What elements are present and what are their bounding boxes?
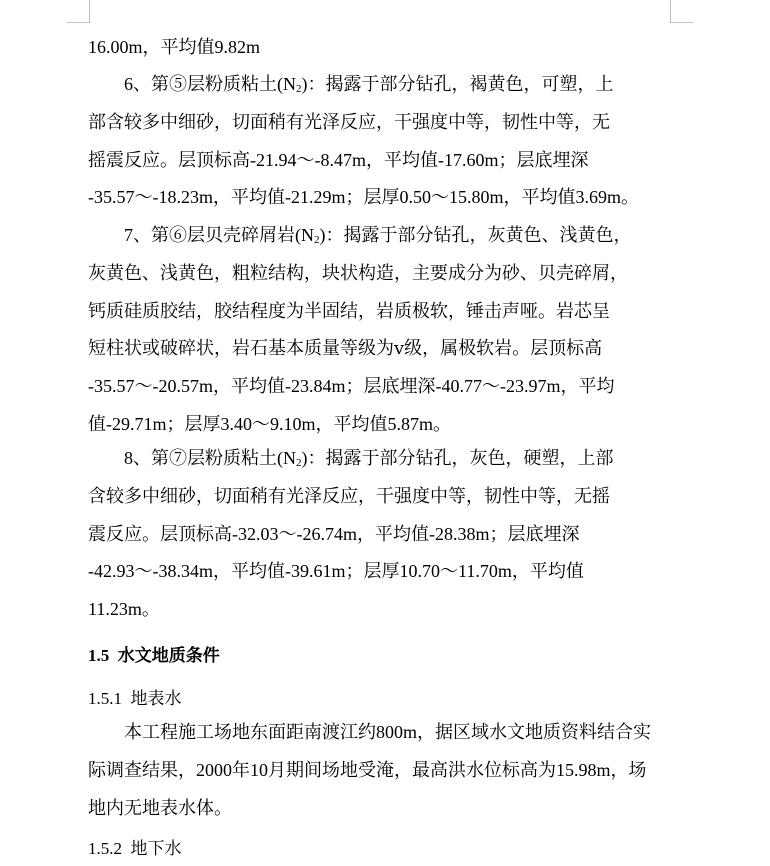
text-line <box>88 440 672 478</box>
section-title: 地表水 <box>130 689 182 708</box>
item-text: )：揭露于部分钻孔，灰黄色、浅黄色， <box>319 225 632 245</box>
paragraph-layer-6 <box>88 66 672 217</box>
section-title: 水文地质条件 <box>117 646 220 665</box>
section-title: 地下水 <box>130 839 182 858</box>
paragraph-surface-water <box>88 714 672 827</box>
text-line <box>88 217 672 255</box>
crop-mark-right <box>670 0 693 23</box>
continuation-paragraph <box>88 29 672 67</box>
text-line <box>88 66 672 104</box>
text-line: 摇震反应。层顶标高-21.94～-8.47m，平均值-17.60m；层底埋深 <box>88 149 589 170</box>
text-line: 际调查结果，2000年10月期间场地受淹，最高洪水位标高为15.98m，场 <box>88 759 647 780</box>
text-line: -35.57～-20.57m，平均值-23.84m；层底埋深-40.77～-23.97m，平均 <box>88 376 615 397</box>
text-line: 灰黄色、浅黄色，粗粒结构，块状构造，主要成分为砂、贝壳碎屑， <box>88 262 628 283</box>
text-line: 震反应。层顶标高-32.03～-26.74m，平均值-28.38m；层底埋深 <box>88 523 580 544</box>
subscript: 2 <box>296 83 302 95</box>
section-heading-1-5-2 <box>88 834 182 859</box>
text-line: 11.23m。 <box>88 599 160 620</box>
subscript: 2 <box>314 234 320 246</box>
text-line: -35.57～-18.23m，平均值-21.29m；层厚0.50～15.80m，平均值3.69m。 <box>88 187 639 208</box>
subscript: 2 <box>296 457 302 469</box>
text-line: 本工程施工场地东面距南渡江约800m，据区域水文地质资料结合实 <box>124 722 651 742</box>
item-prefix: 7、第⑥层贝壳碎屑岩(N <box>124 225 314 245</box>
text-line: 地内无地表水体。 <box>88 797 232 818</box>
text-line: 部含较多中细砂，切面稍有光泽反应，干强度中等，韧性中等，无 <box>88 111 610 132</box>
text-line: -42.93～-38.34m，平均值-39.61m；层厚10.70～11.70m，平均值 <box>88 561 584 582</box>
section-number: 1.5.1 <box>88 689 122 708</box>
item-prefix: 6、第⑤层粉质粘土(N <box>124 74 296 94</box>
paragraph-layer-7 <box>88 217 672 444</box>
item-text: )：揭露于部分钻孔，褐黄色，可塑，上 <box>301 74 614 94</box>
text-line: 值-29.71m；层厚3.40～9.10m，平均值5.87m。 <box>88 413 451 434</box>
text-line: 16.00m，平均值9.82m <box>88 37 261 57</box>
text-line: 钙质硅质胶结，胶结程度为半固结，岩质极软，锤击声哑。岩芯呈 <box>88 300 610 321</box>
text-line: 短柱状或破碎状，岩石基本质量等级为ⅴ级，属极软岩。层顶标高 <box>88 338 603 359</box>
section-number: 1.5 <box>88 646 110 665</box>
section-heading-1-5 <box>88 641 220 666</box>
item-text: )：揭露于部分钻孔，灰色，硬塑，上部 <box>301 448 614 468</box>
section-number: 1.5.2 <box>88 839 122 858</box>
text-line: 含较多中细砂，切面稍有光泽反应，干强度中等，韧性中等，无摇 <box>88 485 610 506</box>
item-prefix: 8、第⑦层粉质粘土(N <box>124 448 296 468</box>
paragraph-layer-8 <box>88 440 672 629</box>
section-heading-1-5-1 <box>88 684 182 709</box>
crop-mark-left <box>67 0 90 23</box>
